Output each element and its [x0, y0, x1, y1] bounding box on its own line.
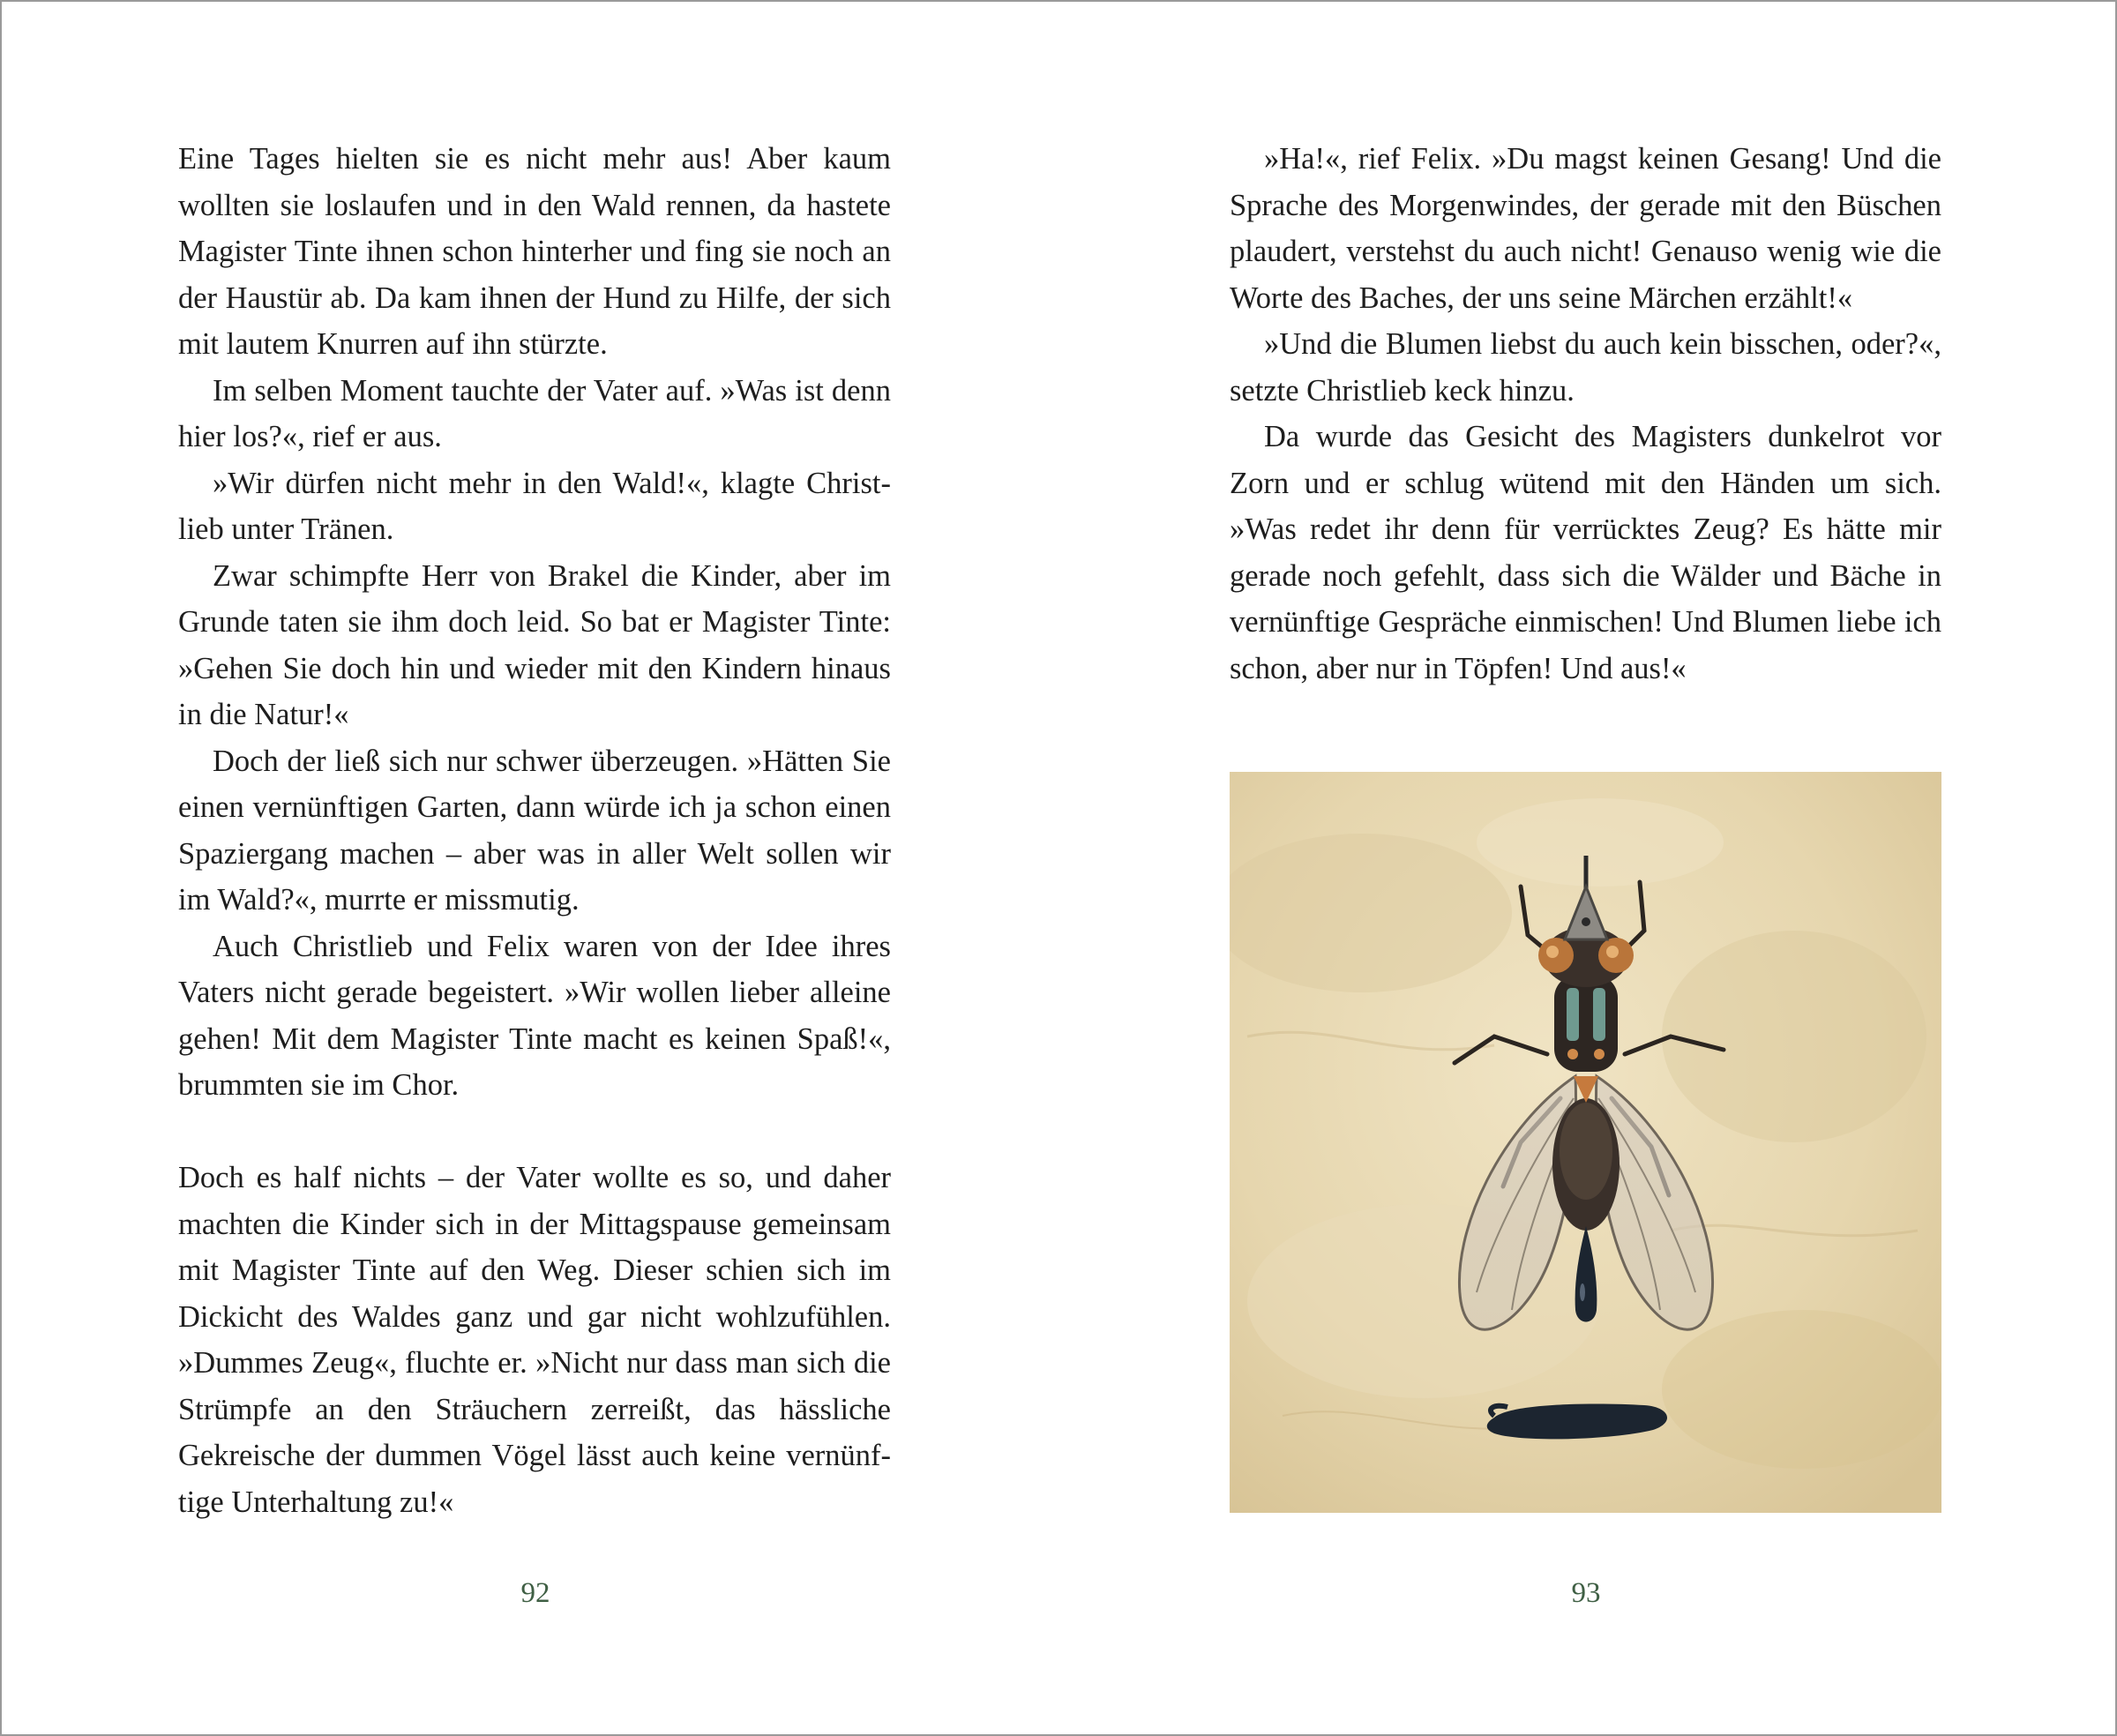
page-number: 92: [520, 1577, 550, 1609]
right-page-text: [1230, 136, 1941, 692]
left-page: [2, 2, 1058, 1734]
paragraph: Doch es half nichts – der Vater wollte es so, und daher machten die Kinder sich in der Mittagspause gemeinsam mit Magister Tinte auf den Weg. Dieser schien sich im Dickicht des Waldes ganz und gar nicht wohlzufühlen. »Dummes Zeug«, fluchte er. »Nicht nur dass man sich die Strümpfe an den Sträuchern zerreißt, das hässliche Gekreische der dummen Vögel lässt auch keine vernünftige Unterhaltung zu!«: [178, 1161, 891, 1519]
paragraph: Doch der ließ sich nur schwer überzeugen. »Hätten Sie einen vernünftigen Garten, dann würde ich ja schon einen Spaziergang machen – aber was in aller Welt sollen wir im Wald?«, murrte er missmutig.: [178, 744, 891, 917]
ink-fly-icon: [1230, 772, 1941, 1513]
paragraph: Zwar schimpfte Herr von Brakel die Kinder, aber im Grunde taten sie ihm doch leid. So bat er Magister Tinte: »Gehen Sie doch hin und wieder mit den Kindern hinaus in die Natur!«: [178, 558, 891, 731]
page-number: 93: [1571, 1577, 1601, 1609]
right-page: [1058, 2, 2115, 1734]
left-page-text: [178, 136, 891, 1525]
paragraph: »Ha!«, rief Felix. »Du magst keinen Gesang! Und die Sprache des Morgenwindes, der gerade mit den Büschen plaudert, verstehst du auch nicht! Genauso wenig wie die Worte des Baches, der uns seine Märchen erzählt!«: [1230, 142, 1941, 315]
paragraph: »Wir dürfen nicht mehr in den Wald!«, klagte Christlieb unter Tränen.: [178, 466, 891, 546]
paragraph: Eine Tages hielten sie es nicht mehr aus! Aber kaum wollten sie loslaufen und in den Wald rennen, da hastete Magister Tinte ihnen schon hinterher und fing sie noch an der Haustür ab. Da kam ihnen der Hund zu Hilfe, der sich mit lautem Knurren auf ihn stürzte.: [178, 142, 891, 361]
paragraph: »Und die Blumen liebst du auch kein bisschen, oder?«, setzte Christlieb keck hinzu.: [1230, 327, 1941, 408]
paragraph: Auch Christlieb und Felix waren von der Idee ihres Vaters nicht gerade begeistert. »Wir wollen lieber alleine gehen! Mit dem Magister Tinte macht es keinen Spaß!«, brummten sie im Chor.: [178, 929, 891, 1102]
fly-illustration: [1230, 772, 1941, 1513]
paragraph: Im selben Moment tauchte der Vater auf. »Was ist denn hier los?«, rief er aus.: [178, 373, 891, 453]
paragraph: Da wurde das Gesicht des Magisters dunkelrot vor Zorn und er schlug wütend mit den Händen um sich. »Was redet ihr denn für verrücktes Zeug? Es hätte mir gerade noch gefehlt, dass sich die Wälder und Bäche in vernünftige Gespräche einmischen! Und Blumen liebe ich schon, aber nur in Töpfen! Und aus!«: [1230, 420, 1941, 685]
